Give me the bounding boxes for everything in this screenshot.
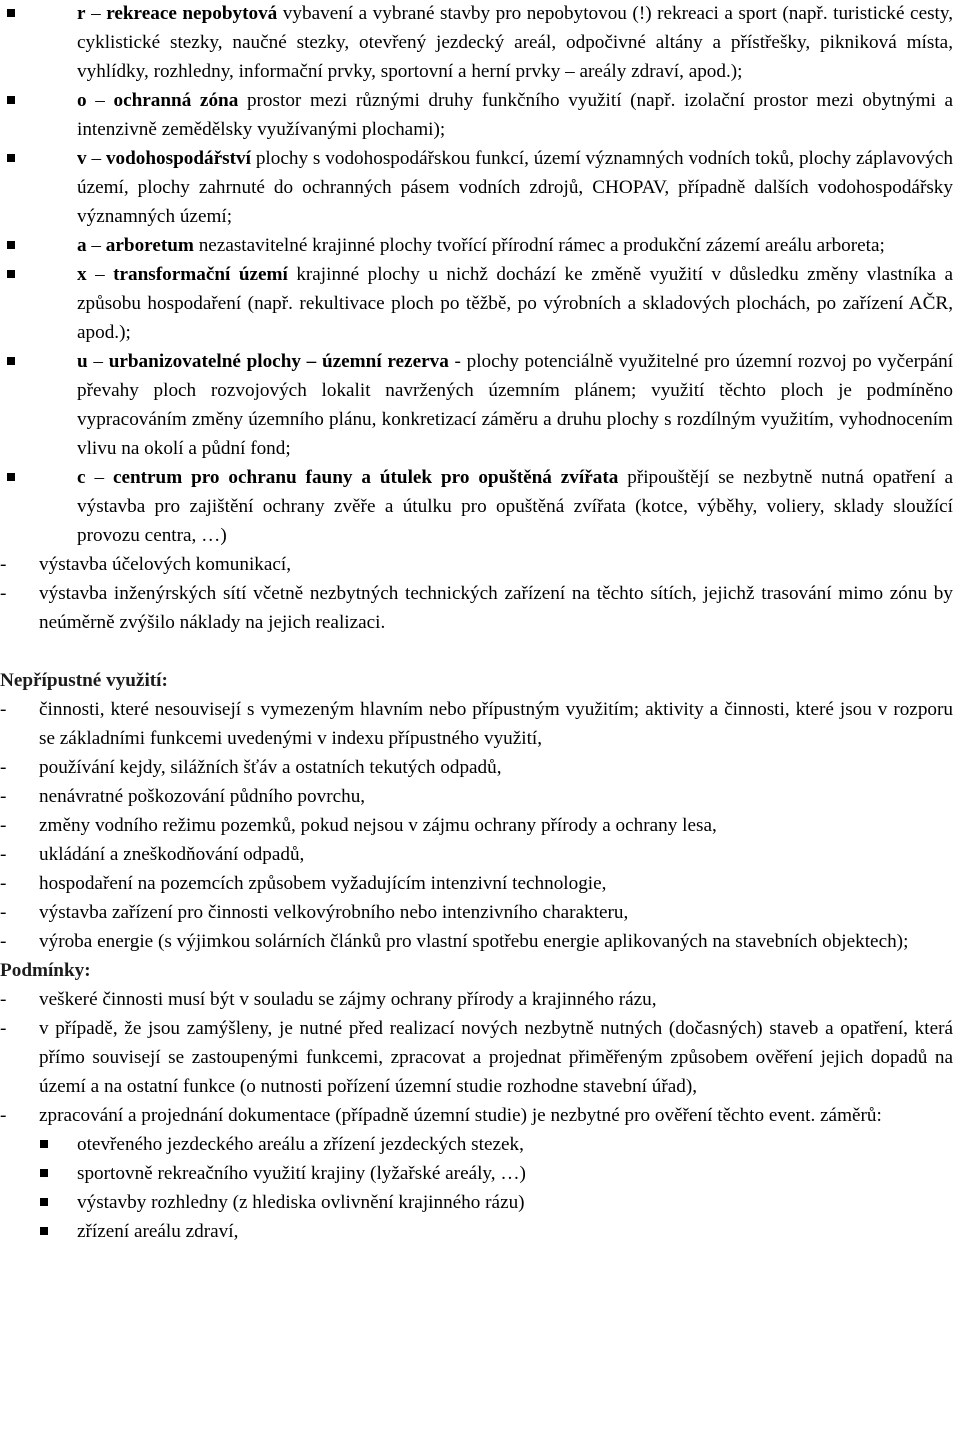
list-item: - veškeré činnosti musí být v souladu se zájmy ochrany přírody a krajinného rázu, bbox=[0, 985, 953, 1014]
square-bullet-icon bbox=[7, 473, 15, 481]
dash-bullet: - bbox=[0, 902, 7, 923]
zone-text: nezastavitelné krajinné plochy tvořící přírodní rámec a produkční zázemí areálu arboreta; bbox=[198, 235, 885, 256]
square-bullet-icon bbox=[7, 270, 15, 278]
list-item: - změny vodního režimu pozemků, pokud nejsou v zájmu ochrany přírody a ochrany lesa, bbox=[0, 811, 953, 840]
zone-code: x bbox=[77, 264, 87, 285]
zone-text: plochy s vodohospodářskou funkcí, území významných vodních toků, plochy záplavových území, plochy zahrnuté do ochranných pásem vodních zdrojů, CHOPAV, případně dalších vodohospodářsky významných území; bbox=[77, 148, 953, 227]
condition-subitems-list bbox=[0, 1130, 960, 1246]
list-item: sportovně rekreačního využití krajiny (lyžařské areály, …) bbox=[0, 1159, 953, 1188]
square-bullet-icon bbox=[40, 1227, 48, 1235]
list-item: výstavby rozhledny (z hlediska ovlivnění krajinného rázu) bbox=[0, 1188, 953, 1217]
zone-text: připouštějí se nezbytně nutná opatření a výstavba pro zajištění ochrany zvěře a útulku pro opuštěná zvířata (kotce, výběhy, voliery, sklady sloužící provozu centra, …) bbox=[77, 467, 954, 546]
zone-code: u bbox=[77, 351, 88, 372]
zone-name: arboretum bbox=[105, 235, 194, 256]
zone-name: centrum pro ochranu fauny a útulek pro opuštěná zvířata bbox=[112, 467, 619, 488]
list-item: otevřeného jezdeckého areálu a zřízení jezdeckých stezek, bbox=[0, 1130, 953, 1159]
list-item: - výstavba inženýrských sítí včetně nezbytných technických zařízení na těchto sítích, jejichž trasování mimo zónu by neúměrně zvýšilo náklady na jejich realizaci. bbox=[0, 579, 953, 637]
square-bullet-icon bbox=[40, 1140, 48, 1148]
list-item: zřízení areálu zdraví, bbox=[0, 1217, 953, 1246]
zone-name: vodohospodářství bbox=[105, 148, 251, 169]
square-bullet-icon bbox=[7, 357, 15, 365]
zone-code: r bbox=[77, 3, 86, 24]
zone-text: krajinné plochy u nichž dochází ke změně využití v důsledku změny vlastníka a způsobu hospodaření (např. rekultivace ploch po těžbě, po výrobních a skladových plochách, po zařízení AČR, apod.); bbox=[77, 264, 954, 343]
zone-name: ochranná zóna bbox=[113, 90, 239, 111]
dash-bullet: - bbox=[0, 699, 7, 720]
zone-item-c: c – centrum pro ochranu fauny a útulek pro opuštěná zvířata připouštějí se nezbytně nutná opatření a výstavba pro zajištění ochrany zvěře a útulku pro opuštěná zvířata (kotce, výběhy, voliery, sklady sloužící provozu centra, …) bbox=[0, 463, 953, 550]
dash-bullet: - bbox=[0, 873, 7, 894]
square-bullet-icon bbox=[40, 1169, 48, 1177]
zone-name: urbanizovatelné plochy – územní rezerva bbox=[108, 351, 449, 372]
extra-items-list bbox=[0, 550, 960, 637]
prohibited-list bbox=[0, 695, 960, 956]
dash-bullet: - bbox=[0, 844, 7, 865]
square-bullet-icon bbox=[40, 1198, 48, 1206]
list-item: - zpracování a projednání dokumentace (případně územní studie) je nezbytné pro ověření těchto event. záměrů: bbox=[0, 1101, 953, 1130]
zone-item-v: v – vodohospodářství plochy s vodohospodářskou funkcí, území významných vodních toků, plochy záplavových území, plochy zahrnuté do ochranných pásem vodních zdrojů, CHOPAV, případně dalších vodohospodářsky významných území; bbox=[0, 144, 953, 231]
zone-text: vybavení a vybrané stavby pro nepobytovou (!) rekreaci a sport (např. turistické cesty, cyklistické stezky, naučné stezky, otevřený jezdecký areál, odpočivné altány a přístřešky, pikniková místa, vyhlídky, rozhledny, informační prvky, sportovní a herní prvky – areály zdraví, apod.); bbox=[77, 3, 954, 82]
zone-item-r: r – rekreace nepobytová vybavení a vybrané stavby pro nepobytovou (!) rekreaci a sport (např. turistické cesty, cyklistické stezky, naučné stezky, otevřený jezdecký areál, odpočivné altány a přístřešky, pikniková místa, vyhlídky, rozhledny, informační prvky, sportovní a herní prvky – areály zdraví, apod.); bbox=[0, 0, 953, 86]
zone-item-u: u – urbanizovatelné plochy – územní rezerva - plochy potenciálně využitelné pro územní rozvoj po vyčerpání převahy ploch rozvojových lokalit navržených územním plánem; využití těchto ploch je podmíněno vypracováním změny územního plánu, konkretizací záměru a druhu plochy s rozdílným využitím, vyhodnocením vlivu na okolí a půdní fond; bbox=[0, 347, 953, 463]
zone-code: a bbox=[77, 235, 87, 256]
square-bullet-icon bbox=[7, 241, 15, 249]
list-item: - v případě, že jsou zamýšleny, je nutné před realizací nových nezbytně nutných (dočasných) staveb a opatření, která přímo souvisejí se zastoupenými funkcemi, zpracovat a projednat přiměřeným způsobem ověření jejich dopadů na území a na ostatní funkce (o nutnosti pořízení územní studie rozhodne stavební úřad), bbox=[0, 1014, 953, 1101]
square-bullet-icon bbox=[7, 9, 15, 17]
dash-bullet: - bbox=[0, 757, 7, 778]
dash-bullet: - bbox=[0, 1018, 7, 1039]
list-item: - výstavba účelových komunikací, bbox=[0, 550, 953, 579]
list-item: - nenávratné poškozování půdního povrchu, bbox=[0, 782, 953, 811]
dash-bullet: - bbox=[0, 1105, 7, 1126]
dash-bullet: - bbox=[0, 989, 7, 1010]
square-bullet-icon bbox=[7, 96, 15, 104]
list-item: - výstavba zařízení pro činnosti velkovýrobního nebo intenzivního charakteru, bbox=[0, 898, 953, 927]
conditions-list bbox=[0, 985, 960, 1130]
zone-item-x: x – transformační území krajinné plochy u nichž dochází ke změně využití v důsledku změny vlastníka a způsobu hospodaření (např. rekultivace ploch po těžbě, po výrobních a skladových plochách, po zařízení AČR, apod.); bbox=[0, 260, 953, 347]
list-item: - ukládání a zneškodňování odpadů, bbox=[0, 840, 953, 869]
zone-code: v bbox=[77, 148, 87, 169]
list-item: - hospodaření na pozemcích způsobem vyžadujícím intenzivní technologie, bbox=[0, 869, 953, 898]
list-item: - činnosti, které nesouvisejí s vymezeným hlavním nebo přípustným využitím; aktivity a činnosti, které jsou v rozporu se základními funkcemi uvedenými v indexu přípustného využití, bbox=[0, 695, 953, 753]
prohibited-heading: Nepřípustné využití: bbox=[0, 670, 168, 691]
zone-name: rekreace nepobytová bbox=[106, 3, 278, 24]
dash-bullet: - bbox=[0, 554, 7, 575]
zone-code: c bbox=[77, 467, 86, 488]
zone-text: - plochy potenciálně využitelné pro územní rozvoj po vyčerpání převahy ploch rozvojových lokalit navržených územním plánem; využití těchto ploch je podmíněno vypracováním změny územního plánu, konkretizací záměru a druhu plochy s rozdílným využitím, vyhodnocením vlivu na okolí a půdní fond; bbox=[77, 351, 954, 459]
square-bullet-icon bbox=[7, 154, 15, 162]
zone-item-o: o – ochranná zóna prostor mezi různými druhy funkčního využití (např. izolační prostor mezi obytnými a intenzivně zemědělsky využívanými plochami); bbox=[0, 86, 953, 144]
zone-item-a: a – arboretum nezastavitelné krajinné plochy tvořící přírodní rámec a produkční zázemí areálu arboreta; bbox=[0, 231, 953, 260]
conditions-heading: Podmínky: bbox=[0, 960, 91, 981]
list-item: - výroba energie (s výjimkou solárních článků pro vlastní spotřebu energie aplikovaných na stavebních objektech); bbox=[0, 927, 953, 956]
dash-bullet: - bbox=[0, 931, 7, 952]
zone-code: o bbox=[77, 90, 87, 111]
zone-list bbox=[0, 0, 960, 550]
dash-bullet: - bbox=[0, 786, 7, 807]
zone-name: transformační území bbox=[113, 264, 288, 285]
list-item: - používání kejdy, silážních šťáv a ostatních tekutých odpadů, bbox=[0, 753, 953, 782]
zone-text: prostor mezi různými druhy funkčního využití (např. izolační prostor mezi obytnými a intenzivně zemědělsky využívanými plochami); bbox=[77, 90, 954, 140]
dash-bullet: - bbox=[0, 583, 7, 604]
dash-bullet: - bbox=[0, 815, 7, 836]
